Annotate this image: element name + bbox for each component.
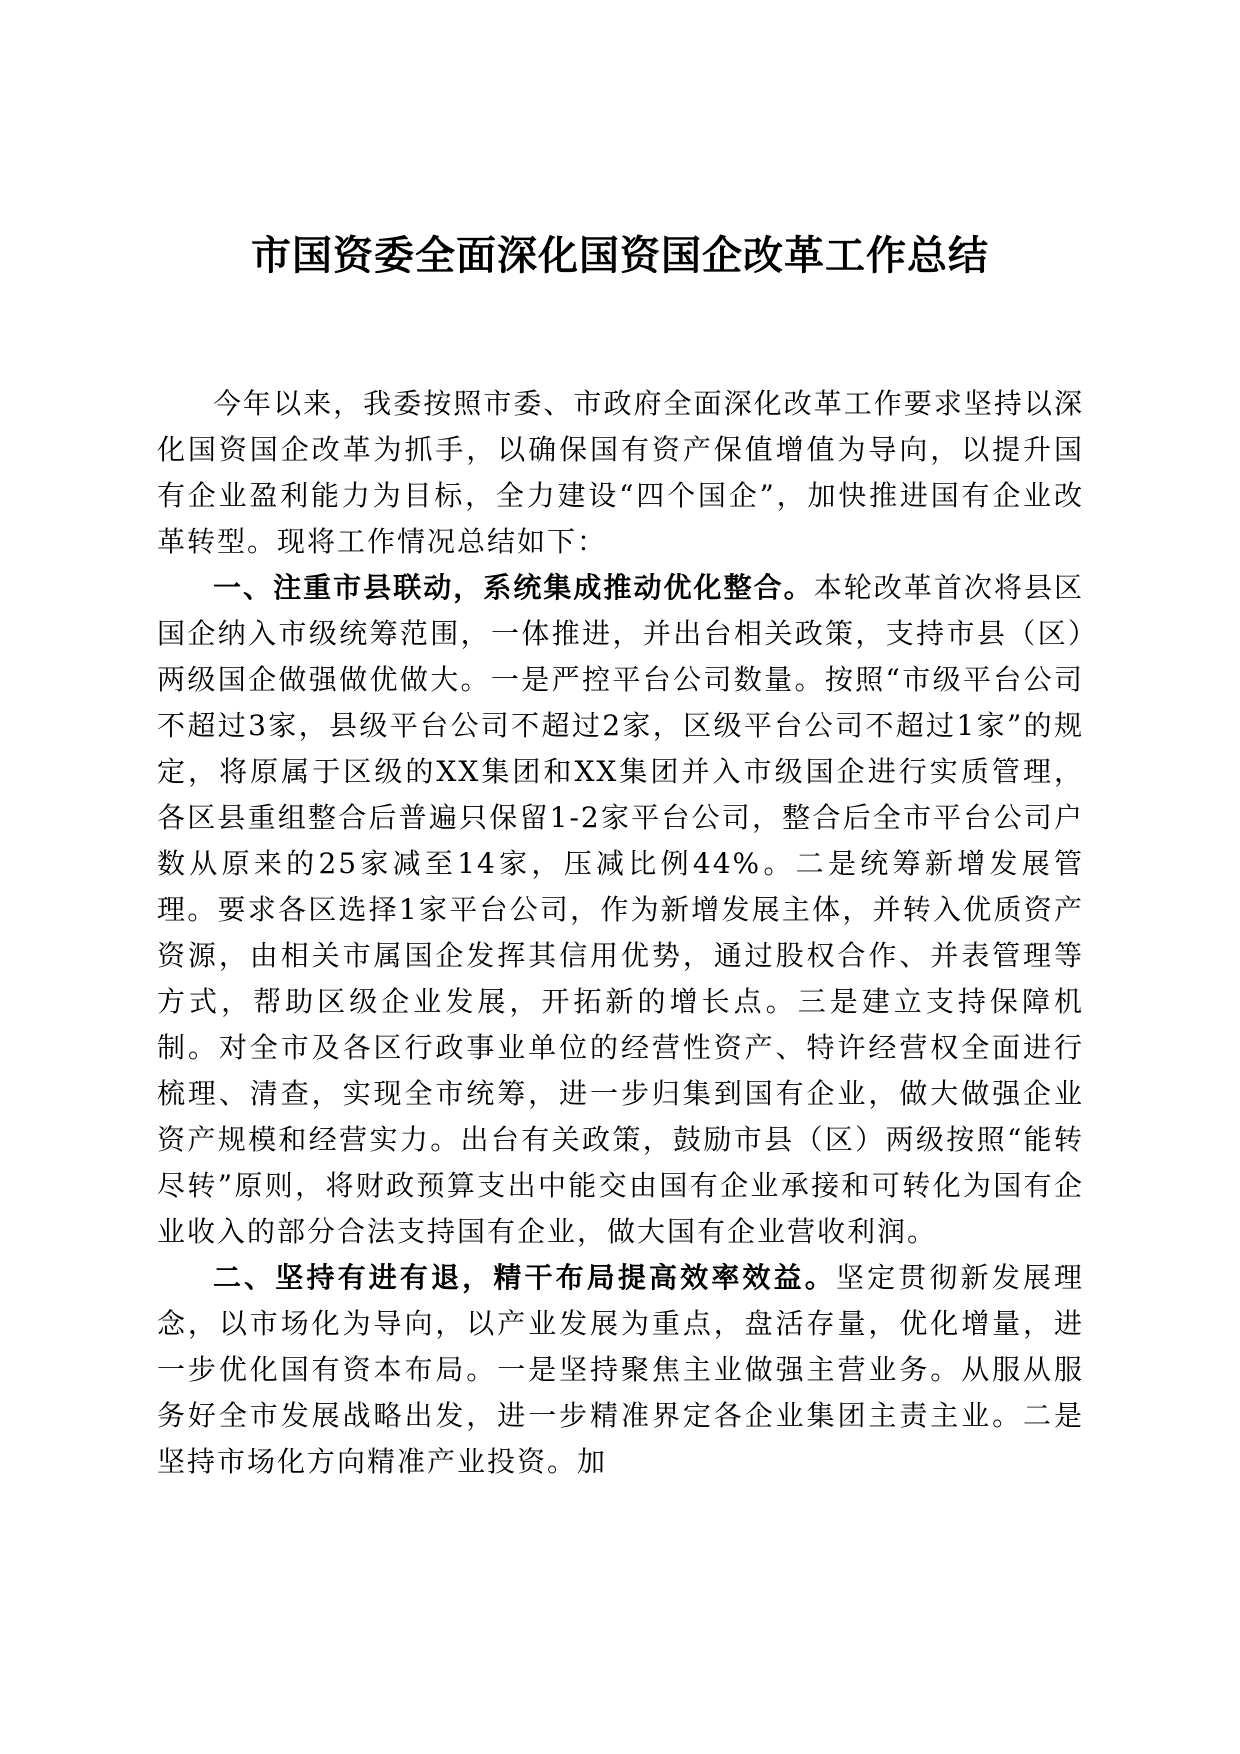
document-title: 市国资委全面深化国资国企改革工作总结 <box>251 233 989 279</box>
paragraph-text: 今年以来，我委按照市委、市政府全面深化改革工作要求坚持以深化国资国企改革为抓手，以确保国有资产保值增值为导向，以提升国有企业盈利能力为目标，全力建设“四个国企”，加快推进国有企业改革转型。现将工作情况总结如下： <box>157 387 1084 558</box>
section-one-paragraph <box>157 565 1084 1255</box>
intro-paragraph <box>157 381 1084 565</box>
paragraph-text: 坚定贯彻新发展理念，以市场化为导向，以产业发展为重点，盘活存量，优化增量，进一步优化国有资本布局。一是坚持聚焦主业做强主营业务。从服从服务好全市发展战略出发，进一步精准界定各企业集团主责主业。二是坚持市场化方向精准产业投资。加 <box>157 1261 1084 1478</box>
section-two-paragraph <box>157 1255 1084 1485</box>
document-body <box>157 381 1084 1485</box>
section-heading: 一、注重市县联动，系统集成推动优化整合。 <box>213 571 814 604</box>
paragraph-text: 本轮改革首次将县区国企纳入市级统筹范围，一体推进，并出台相关政策，支持市县（区）两级国企做强做优做大。一是严控平台公司数量。按照“市级平台公司不超过3家，县级平台公司不超过2家，区级平台公司不超过1家”的规定，将原属于区级的XX集团和XX集团并入市级国企进行实质管理，各区县重组整合后普遍只保留1-2家平台公司，整合后全市平台公司户数从原来的25家减至14家，压减比例44%。二是统筹新增发展管理。要求各区选择1家平台公司，作为新增发展主体，并转入优质资产资源，由相关市属国企发挥其信用优势，通过股权合作、并表管理等方式，帮助区级企业发展，开拓新的增长点。三是建立支持保障机制。对全市及各区行政事业单位的经营性资产、特许经营权全面进行梳理、清查，实现全市统筹，进一步归集到国有企业，做大做强企业资产规模和经营实力。出台有关政策，鼓励市县（区）两级按照“能转尽转”原则，将财政预算支出中能交由国有企业承接和可转化为国有企业收入的部分合法支持国有企业，做大国有企业营收利润。 <box>157 571 1084 1248</box>
section-heading: 二、坚持有进有退，精干布局提高效率效益。 <box>213 1261 836 1294</box>
